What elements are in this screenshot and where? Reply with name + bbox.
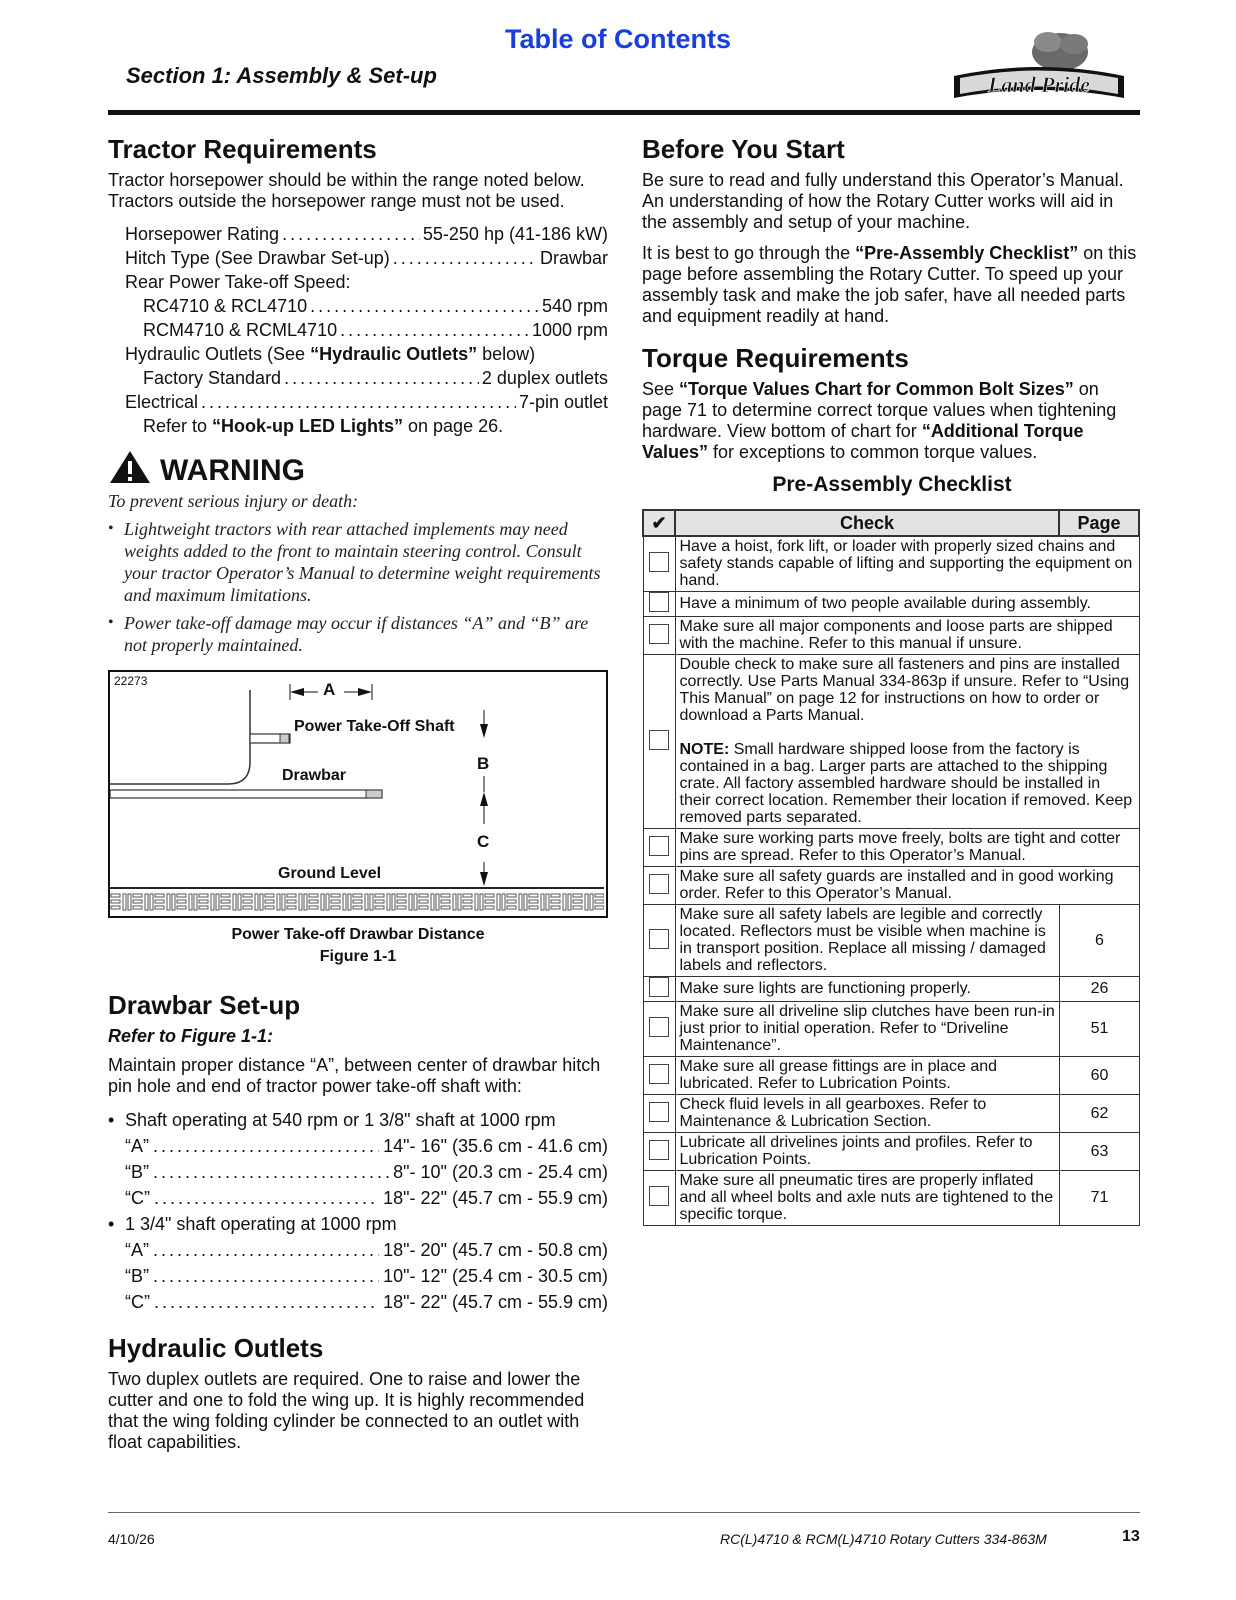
figure-caption: Power Take-off Drawbar Distance Figure 1-1 <box>231 926 485 965</box>
spec-row: RCM4710 & RCML4710 ..... 1000 rpm <box>108 318 608 342</box>
spec-row: Horsepower Rating ..... 55-250 hp (41-186 kW) <box>108 222 608 246</box>
label-drawbar: Drawbar <box>282 767 347 784</box>
before-p2: It is best to go through the “Pre-Assembly Checklist” on this page before assembling the Rotary Cutter. To speed up your assembly task and make the job safer, have all needed parts and equipment readily at hand. <box>642 243 1137 326</box>
checkbox[interactable] <box>649 836 669 856</box>
pre-assembly-checklist-table <box>642 509 1140 1226</box>
footer-rule <box>108 1512 1140 1513</box>
pto-drawbar-figure <box>108 670 608 918</box>
dimension-row: “C” ..... 18"- 22" (45.7 cm - 55.9 cm) <box>108 1289 608 1315</box>
figure-id: 22273 <box>114 674 148 688</box>
checklist-title: Pre-Assembly Checklist <box>772 473 1012 496</box>
warning-subtitle: To prevent serious injury or death: <box>108 491 359 511</box>
spec-row: Rear Power Take-off Speed: <box>125 272 351 292</box>
warning-bullet: • Power take-off damage may occur if distances “A” and “B” are not properly maintained. <box>108 613 589 655</box>
before-p1: Be sure to read and fully understand this Operator’s Manual. An understanding of how the Rotary Cutter works will aid in the assembly and setup of your machine. <box>642 170 1124 232</box>
checkbox[interactable] <box>649 730 669 750</box>
dimension-row: “B” ..... 10"- 12" (25.4 cm - 30.5 cm) <box>108 1263 608 1289</box>
checkbox[interactable] <box>649 1064 669 1084</box>
spec-row: Factory Standard ..... 2 duplex outlets <box>108 366 608 390</box>
table-of-contents-link[interactable]: Table of Contents <box>505 24 731 54</box>
table-row: Make sure all pneumatic tires are properly inflated and all wheel bolts and axle nuts are tightened to the specific torque. 71 <box>643 1171 1139 1226</box>
header-rule <box>108 110 1140 115</box>
dimension-row: “A” ..... 18"- 20" (45.7 cm - 50.8 cm) <box>108 1237 608 1263</box>
warning-block <box>108 452 608 656</box>
label-c: C <box>477 832 490 851</box>
drawbar-bullet: • 1 3/4" shaft operating at 1000 rpm <box>108 1214 397 1234</box>
spec-row: Hitch Type (See Drawbar Set-up) ..... Drawbar <box>108 246 608 270</box>
footer-date: 4/10/26 <box>108 1531 155 1547</box>
torque-requirements-heading: Torque Requirements <box>642 343 909 373</box>
right-column <box>642 132 1142 1226</box>
checkbox[interactable] <box>649 552 669 572</box>
dimension-row: “C” ..... 18"- 22" (45.7 cm - 55.9 cm) <box>108 1185 608 1211</box>
checkbox[interactable] <box>649 977 669 997</box>
drawbar-setup-heading: Drawbar Set-up <box>108 990 301 1020</box>
drawbar-intro: Maintain proper distance “A”, between center of drawbar hitch pin hole and end of tractor power take-off shaft with: <box>108 1055 601 1096</box>
torque-body: See “Torque Values Chart for Common Bolt Sizes” on page 71 to determine correct torque values when tightening hardware. View bottom of chart for “Additional Torque Values” for exceptions to common torque values. <box>642 379 1117 462</box>
tractor-requirements-heading: Tractor Requirements <box>108 134 377 164</box>
checkbox[interactable] <box>649 592 669 612</box>
hydraulic-outlets-heading: Hydraulic Outlets <box>108 1333 324 1363</box>
check-column-header: Check <box>675 510 1059 536</box>
hydraulic-body: Two duplex outlets are required. One to raise and lower the cutter and one to fold the wing up. It is highly recommended that the wing folding cylinder be connected to an outlet with float capabilities. <box>108 1369 585 1452</box>
warning-bullet: • Lightweight tractors with rear attached implements may need weights added to the front to maintain steering control. Consult your tractor Operator’s Manual to determine weight requirements and maximum limitations. <box>108 519 601 605</box>
svg-text:Land Pride: Land Pride <box>987 72 1091 97</box>
warning-heading: WARNING <box>108 452 608 490</box>
drawbar-refer: Refer to Figure 1-1: <box>108 1026 274 1046</box>
warning-triangle-icon <box>108 449 152 493</box>
checkbox[interactable] <box>649 929 669 949</box>
footer-document-title: RC(L)4710 & RCM(L)4710 Rotary Cutters 334-863M <box>720 1531 1047 1547</box>
label-ground-level: Ground Level <box>278 865 382 882</box>
section-title: Section 1: Assembly & Set-up <box>126 63 437 88</box>
checkbox[interactable] <box>649 1186 669 1206</box>
checkbox[interactable] <box>649 874 669 894</box>
checkbox[interactable] <box>649 1102 669 1122</box>
table-row: Have a hoist, fork lift, or loader with properly sized chains and safety stands capable of lifting and supporting the equipment on hand. <box>643 536 1139 592</box>
table-row: Make sure all grease fittings are in place and lubricated. Refer to Lubrication Points. 60 <box>643 1057 1139 1095</box>
table-row: Make sure all safety guards are installed and in good working order. Refer to this Operator’s Manual. <box>643 867 1139 905</box>
label-pto-shaft: Power Take-Off Shaft <box>294 718 455 735</box>
spec-row: RC4710 & RCL4710 ..... 540 rpm <box>108 294 608 318</box>
page-number: 13 <box>1122 1528 1140 1545</box>
table-row: Make sure working parts move freely, bolts are tight and cotter pins are spread. Refer to this Operator’s Manual. <box>643 829 1139 867</box>
table-row: Lubricate all drivelines joints and profiles. Refer to Lubrication Points. 63 <box>643 1133 1139 1171</box>
checkmark-column-header: ✔ <box>643 510 675 536</box>
table-row: Make sure all driveline slip clutches have been run-in just prior to initial operation. Refer to “Driveline Maintenance”. 51 <box>643 1002 1139 1057</box>
checkbox[interactable] <box>649 1140 669 1160</box>
table-row: Check fluid levels in all gearboxes. Refer to Maintenance & Lubrication Section. 62 <box>643 1095 1139 1133</box>
drawbar-bullet: • Shaft operating at 540 rpm or 1 3/8" shaft at 1000 rpm <box>108 1110 556 1130</box>
label-b: B <box>477 754 490 773</box>
checkbox[interactable] <box>649 624 669 644</box>
spec-row: Hydraulic Outlets (See “Hydraulic Outlets” below) <box>125 344 536 364</box>
label-a: A <box>323 680 336 699</box>
before-you-start-heading: Before You Start <box>642 134 845 164</box>
spec-row: Refer to “Hook-up LED Lights” on page 26. <box>143 416 504 436</box>
spec-row: Electrical ..... 7-pin outlet <box>108 390 608 414</box>
tractor-spec-list <box>108 222 608 438</box>
left-column <box>108 132 608 1453</box>
page-column-header: Page <box>1059 510 1139 536</box>
checkbox[interactable] <box>649 1017 669 1037</box>
table-header-row <box>643 510 1139 536</box>
table-row: Have a minimum of two people available during assembly. <box>643 592 1139 617</box>
table-row: Make sure lights are functioning properly. 26 <box>643 977 1139 1002</box>
dimension-row: “B” ..... 8"- 10" (20.3 cm - 25.4 cm) <box>108 1159 608 1185</box>
table-row: Make sure all safety labels are legible and correctly located. Reflectors must be visible when machine is in transport position. Replace all missing / damaged labels and reflectors. 6 <box>643 905 1139 977</box>
table-row: Double check to make sure all fasteners and pins are installed correctly. Use Parts Manual 334-863p if unsure. Refer to “Using This Manual” on page 12 for instructions on how to order or download a Parts Manual. NOTE: Small hardware shipped loose from the factory is contained in a bag. Larger parts are attached to the shipping crate. All factory assembled hardware should be installed in their correct location. Remember their location if removed. Keep removed parts separated. <box>643 655 1139 829</box>
table-row: Make sure all major components and loose parts are shipped with the machine. Refer to this manual if unsure. <box>643 617 1139 655</box>
tractor-intro: Tractor horsepower should be within the range noted below. Tractors outside the horsepower range must not be used. <box>108 170 585 211</box>
dimension-row: “A” ..... 14"- 16" (35.6 cm - 41.6 cm) <box>108 1133 608 1159</box>
land-pride-logo <box>948 28 1130 108</box>
